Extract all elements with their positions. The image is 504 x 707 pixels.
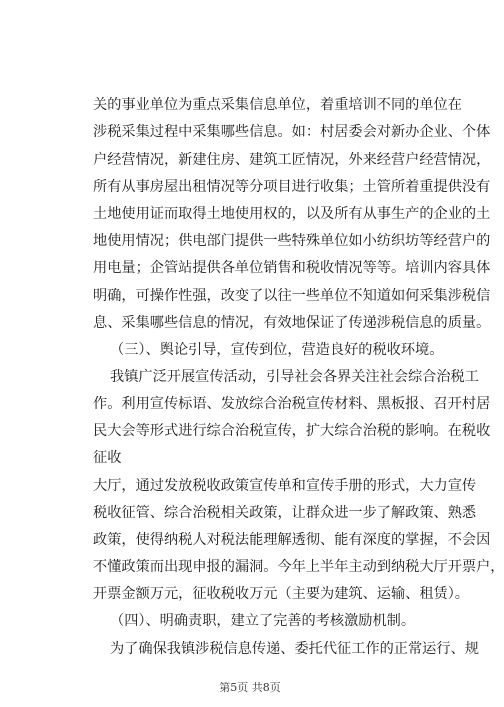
body-text-line: 开票金额万元，征收税收万元（主要为建筑、运输、租赁）。: [93, 586, 469, 602]
body-text-line: 民大会等形式进行综合治税宣传，扩大综合治税的影响。在税收: [93, 423, 491, 439]
body-text-line: 不懂政策而出现申报的漏洞。今年上半年主动到纳税大厅开票户，: [93, 559, 504, 575]
body-text-line: 涉税采集过程中采集哪些信息。如：村居委会对新办企业、个体: [93, 124, 491, 140]
body-text-line: 为了确保我镇涉税信息传递、委托代征工作的正常运行、规: [110, 641, 479, 657]
body-text-line: 征收: [93, 450, 122, 466]
body-text-line: 明确，可操作性强，改变了以往一些单位不知道如何采集涉税信: [93, 288, 491, 304]
section-heading: （三）、舆论引导，宣传到位，营造良好的税收环境。: [110, 342, 444, 358]
body-text-line: 大厅，通过发放税收政策宣传单和宣传手册的形式，大力宣传: [93, 478, 477, 494]
body-text-line: 关的事业单位为重点采集信息单位，着重培训不同的单位在: [93, 97, 462, 113]
body-text-line: 土地使用证而取得土地使用权的，以及所有从事生产的企业的土: [93, 206, 491, 222]
body-text-line: 作。利用宣传标语、发放综合治税宣传材料、黑板报、召开村居: [93, 396, 491, 412]
section-heading: （四）、明确责职，建立了完善的考核激励机制。: [110, 613, 416, 629]
body-text-line: 我镇广泛开展宣传活动，引导社会各界关注社会综合治税工: [110, 369, 479, 385]
body-text-line: 息、采集哪些信息的情况，有效地保证了传递涉税信息的质量。: [93, 315, 491, 331]
body-text-line: 用电量；企管站提供各单位销售和税收情况等等。培训内容具体: [93, 260, 491, 276]
body-text-line: 地使用情况；供电部门提供一些特殊单位如小纺织坊等经营户的: [93, 233, 491, 249]
body-text-line: 政策，使得纳税人对税法能理解透彻、能有深度的掌握，不会因: [93, 532, 491, 548]
body-text-line: 税收征管、综合治税相关政策，让群众进一步了解政策、熟悉: [93, 505, 477, 521]
body-text-line: 户经营情况，新建住房、建筑工匠情况，外来经营户经营情况，: [93, 152, 491, 168]
body-text-line: 所有从事房屋出租情况等分项目进行收集；土管所着重提供没有: [93, 179, 491, 195]
page-number: 第5页 共8页: [219, 681, 281, 694]
